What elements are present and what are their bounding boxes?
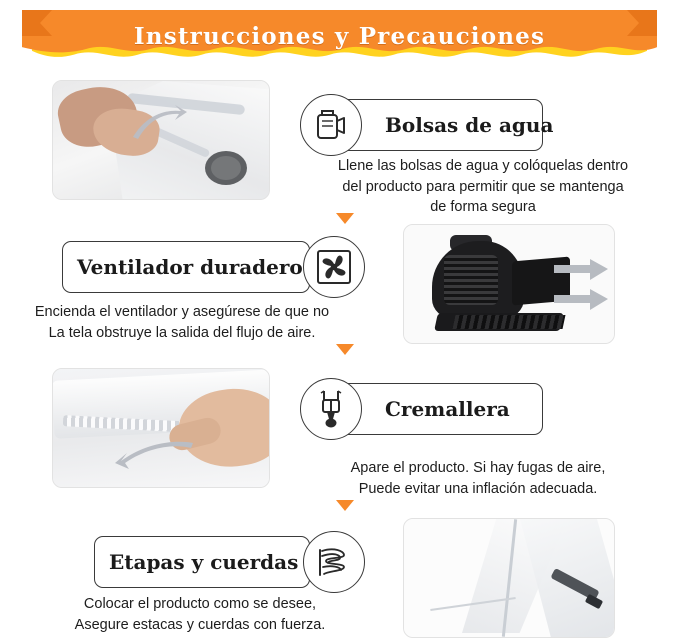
section-water-bags (0, 74, 679, 214)
caption-stakes-ropes-line1: Colocar el producto como se desee, (83, 596, 317, 612)
label-water-bags-text: Bolsas de agua (385, 113, 554, 137)
fan-icon (303, 236, 365, 298)
caption-water-bags-line1: Llene las bolsas de agua y colóquelas dentro (337, 158, 629, 174)
rope-coil-icon-glyph (314, 542, 354, 582)
fan-icon-glyph (313, 246, 355, 288)
caption-zipper (308, 458, 648, 499)
caption-zipper-line1: Apare el producto. Si hay fugas de aire, (350, 460, 606, 476)
flow-arrow-1-icon (336, 213, 354, 224)
caption-zipper-line2: Puede evitar una inflación adecuada. (358, 480, 598, 497)
label-stakes-ropes-text: Etapas y cuerdas (109, 550, 299, 574)
label-durable-fan (62, 241, 310, 293)
rope-coil-icon (303, 531, 365, 593)
page-title: Instrucciones y Precauciones (133, 22, 546, 50)
photo-zipper (52, 368, 270, 488)
water-bag-icon-glyph (311, 105, 351, 145)
section-stakes-ropes (0, 512, 679, 638)
header-banner (22, 10, 657, 66)
caption-water-bags (308, 156, 658, 218)
label-stakes-ropes (94, 536, 310, 588)
caption-water-bags-line3: de forma segura (430, 199, 536, 216)
photo-stakes-ropes (403, 518, 615, 638)
label-durable-fan-text: Ventilador duradero (77, 255, 303, 279)
airflow-arrow-2-icon (554, 287, 610, 313)
airflow-arrow-1-icon (554, 257, 610, 283)
zipper-icon-glyph (312, 389, 350, 429)
caption-durable-fan-line1: Encienda el ventilador y asegúrese de que no (34, 304, 330, 320)
caption-stakes-ropes-line2: Asegure estacas y cuerdas con fuerza. (74, 616, 326, 633)
label-zipper-text: Cremallera (385, 397, 510, 421)
section-zipper (0, 358, 679, 498)
photo-water-bags (52, 80, 270, 200)
zip-direction-arrow-icon (113, 435, 197, 471)
caption-durable-fan-line2: La tela obstruye la salida del flujo de aire. (48, 324, 316, 341)
direction-arrow-icon (129, 103, 189, 147)
section-durable-fan (0, 224, 679, 354)
zipper-icon (300, 378, 362, 440)
flow-arrow-2-icon (336, 344, 354, 355)
photo-fan (403, 224, 615, 344)
caption-water-bags-line2: del producto para permitir que se mantenga (342, 178, 624, 195)
flow-arrow-3-icon (336, 500, 354, 511)
caption-stakes-ropes (30, 594, 370, 635)
water-bag-icon (300, 94, 362, 156)
caption-durable-fan (12, 302, 352, 343)
